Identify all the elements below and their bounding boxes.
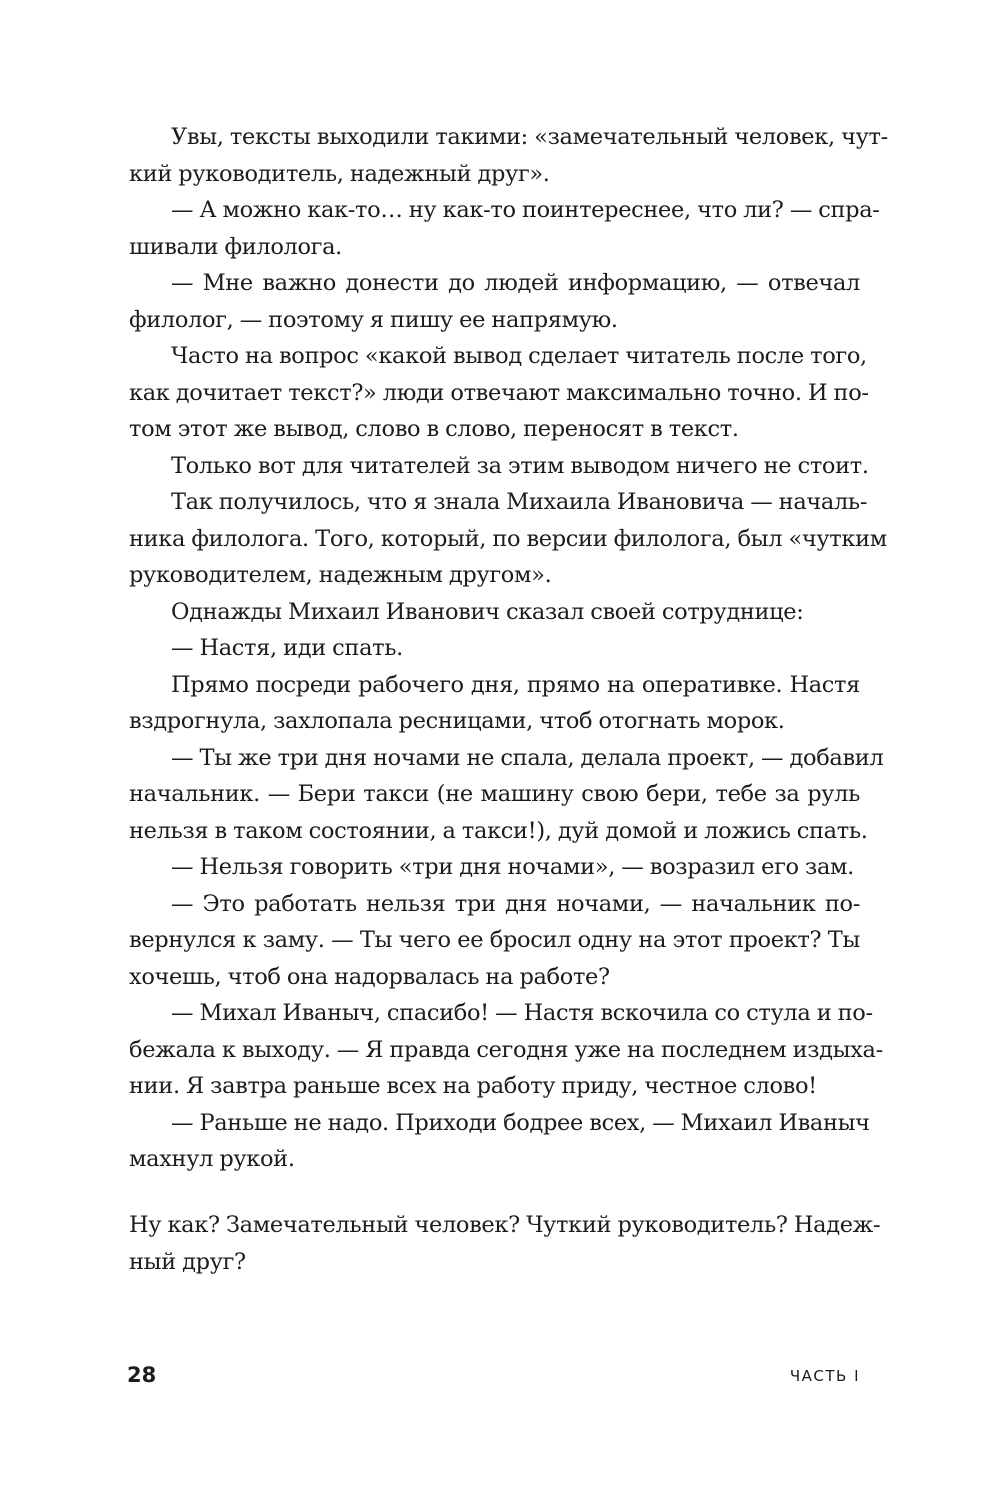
- text-line: — А можно как-то… ну как-то поинтереснее, что ли? — спра-: [171, 197, 880, 223]
- text-line: Прямо посреди рабочего дня, прямо на оперативке. Настя: [171, 671, 860, 698]
- text-line: том этот же вывод, слово в слово, переносят в текст.: [129, 416, 739, 442]
- text-line: ный друг?: [129, 1248, 246, 1275]
- text-line: — Нельзя говорить «три дня ночами», — возразил его зам.: [171, 854, 854, 880]
- text-line: — Настя, иди спать.: [171, 635, 403, 661]
- text-line: начальник. — Бери такси (не машину свою бери, тебе за руль: [129, 781, 860, 807]
- text-line: — Мне важно донести до людей информацию, — отвечал: [171, 270, 860, 296]
- body-text: [129, 119, 888, 1178]
- text-line: Однажды Михаил Иванович сказал своей сотруднице:: [171, 598, 804, 625]
- text-line: Ну как? Замечательный человек? Чуткий руководитель? Надеж-: [129, 1212, 881, 1238]
- text-line: Часто на вопрос «какой вывод сделает читатель после того,: [171, 343, 867, 369]
- text-line: — Раньше не надо. Приходи бодрее всех, — Михаил Иваныч: [171, 1109, 870, 1136]
- text-line: Так получилось, что я знала Михаила Ивановича — началь-: [171, 489, 868, 515]
- text-line: хочешь, чтоб она надорвалась на работе?: [129, 963, 610, 990]
- text-line: махнул рукой.: [129, 1146, 295, 1172]
- page-number: 28: [127, 1363, 157, 1387]
- text-line: нии. Я завтра раньше всех на работу приду, честное слово!: [129, 1073, 817, 1099]
- text-line: нельзя в таком состоянии, а такси!), дуй домой и ложись спать.: [129, 817, 868, 844]
- text-line: ника филолога. Того, который, по версии филолога, был «чутким: [129, 525, 887, 552]
- text-line: бежала к выходу. — Я правда сегодня уже на последнем издыха-: [129, 1036, 883, 1063]
- section-label: ЧАСТЬ I: [789, 1367, 860, 1385]
- text-line: кий руководитель, надежный друг».: [129, 160, 550, 187]
- text-line: вздрогнула, захлопала ресницами, чтоб отогнать морок.: [129, 708, 785, 734]
- text-line: как дочитает текст?» люди отвечают максимально точно. И по-: [129, 379, 869, 406]
- text-line: шивали филолога.: [129, 233, 342, 260]
- text-line: — Ты же три дня ночами не спала, делала проект, — добавил: [171, 744, 884, 771]
- text-line: — Это работать нельзя три дня ночами, — начальник по-: [171, 890, 860, 917]
- text-line: Только вот для читателей за этим выводом ничего не стоит.: [171, 452, 869, 479]
- text-line: Увы, тексты выходили такими: «замечательный человек, чут-: [171, 124, 888, 150]
- closing-paragraph: [129, 1207, 881, 1280]
- text-line: руководителем, надежным другом».: [129, 562, 552, 588]
- text-line: филолог, — поэтому я пишу ее напрямую.: [129, 306, 618, 333]
- text-line: вернулся к заму. — Ты чего ее бросил одну на этот проект? Ты: [129, 927, 860, 953]
- text-line: — Михал Иваныч, спасибо! — Настя вскочила со стула и по-: [171, 1000, 873, 1026]
